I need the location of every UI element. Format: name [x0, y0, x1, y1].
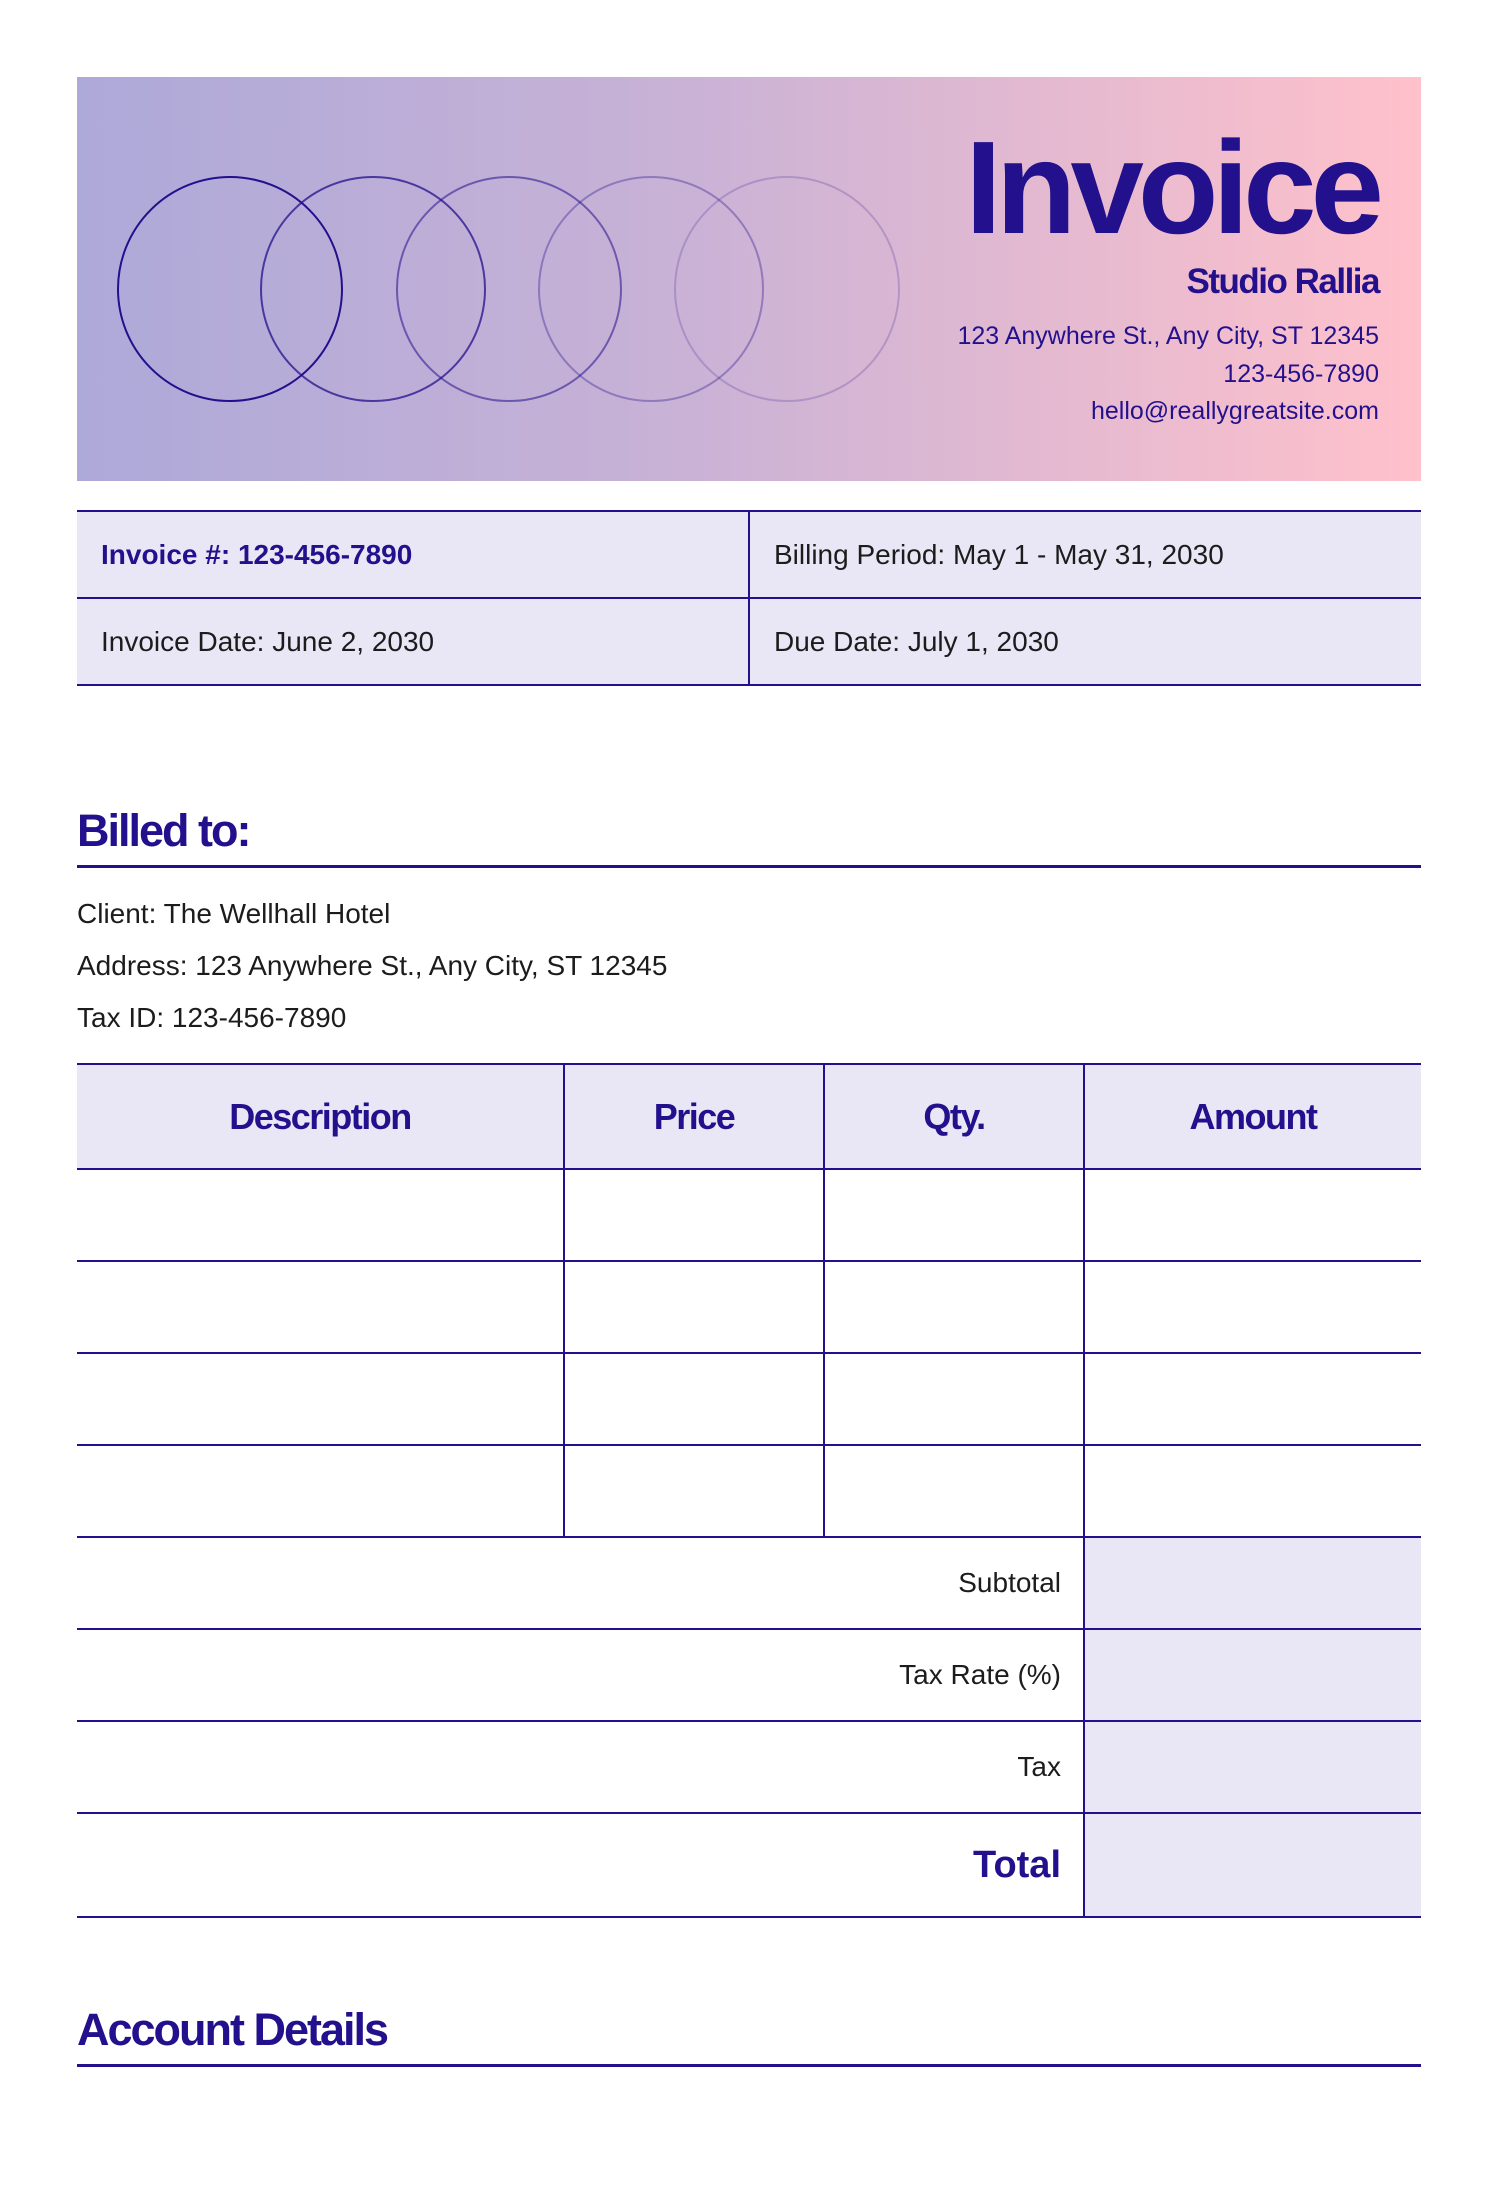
- cell-price: [564, 1169, 824, 1261]
- company-phone: 123-456-7890: [1223, 360, 1379, 388]
- company-name: Studio Rallia: [1186, 262, 1379, 301]
- column-header-qty: Qty.: [824, 1064, 1084, 1169]
- table-header-row: [77, 1064, 1421, 1169]
- info-row: [77, 598, 1421, 685]
- invoice-header-banner: [77, 77, 1421, 481]
- total-row: [77, 1813, 1421, 1917]
- total-label: Total: [77, 1813, 1084, 1917]
- subtotal-value: [1084, 1537, 1421, 1629]
- cell-description: [77, 1445, 564, 1537]
- invoice-date: Invoice Date: June 2, 2030: [77, 598, 749, 685]
- cell-amount: [1084, 1445, 1421, 1537]
- client-name: Client: The Wellhall Hotel: [77, 898, 391, 929]
- company-email: hello@reallygreatsite.com: [1090, 397, 1379, 425]
- invoice-title: Invoice: [965, 114, 1378, 261]
- billed-to-heading: Billed to:: [77, 808, 1421, 868]
- cell-amount: [1084, 1353, 1421, 1445]
- subtotal-label: Subtotal: [77, 1537, 1084, 1629]
- table-row: [77, 1169, 1421, 1261]
- line-items-table: [77, 1063, 1421, 1918]
- tax-row: [77, 1721, 1421, 1813]
- circle-4: [539, 177, 763, 401]
- tax-rate-row: [77, 1629, 1421, 1721]
- cell-amount: [1084, 1169, 1421, 1261]
- circle-3: [397, 177, 621, 401]
- cell-amount: [1084, 1261, 1421, 1353]
- cell-price: [564, 1353, 824, 1445]
- cell-qty: [824, 1169, 1084, 1261]
- circle-2: [261, 177, 485, 401]
- client-address: Address: 123 Anywhere St., Any City, ST 12345: [77, 950, 668, 981]
- tax-rate-label: Tax Rate (%): [77, 1629, 1084, 1721]
- company-address: 123 Anywhere St., Any City, ST 12345: [957, 322, 1379, 350]
- decorative-circles: [77, 77, 977, 481]
- cell-price: [564, 1261, 824, 1353]
- circle-5: [675, 177, 899, 401]
- cell-qty: [824, 1445, 1084, 1537]
- total-value: [1084, 1813, 1421, 1917]
- circle-1: [118, 177, 342, 401]
- cell-price: [564, 1445, 824, 1537]
- table-row: [77, 1353, 1421, 1445]
- cell-description: [77, 1261, 564, 1353]
- table-row: [77, 1445, 1421, 1537]
- cell-qty: [824, 1261, 1084, 1353]
- column-header-description: Description: [77, 1064, 564, 1169]
- subtotal-row: [77, 1537, 1421, 1629]
- column-header-price: Price: [564, 1064, 824, 1169]
- tax-label: Tax: [77, 1721, 1084, 1813]
- billing-period: Billing Period: May 1 - May 31, 2030: [749, 511, 1421, 598]
- due-date: Due Date: July 1, 2030: [749, 598, 1421, 685]
- cell-qty: [824, 1353, 1084, 1445]
- cell-description: [77, 1169, 564, 1261]
- info-row: [77, 511, 1421, 598]
- invoice-number: Invoice #: 123-456-7890: [77, 511, 749, 598]
- cell-description: [77, 1353, 564, 1445]
- table-row: [77, 1261, 1421, 1353]
- tax-value: [1084, 1721, 1421, 1813]
- column-header-amount: Amount: [1084, 1064, 1421, 1169]
- account-details-heading: Account Details: [77, 2007, 1421, 2067]
- tax-rate-value: [1084, 1629, 1421, 1721]
- invoice-info-table: [77, 510, 1421, 686]
- client-tax-id: Tax ID: 123-456-7890: [77, 1002, 347, 1033]
